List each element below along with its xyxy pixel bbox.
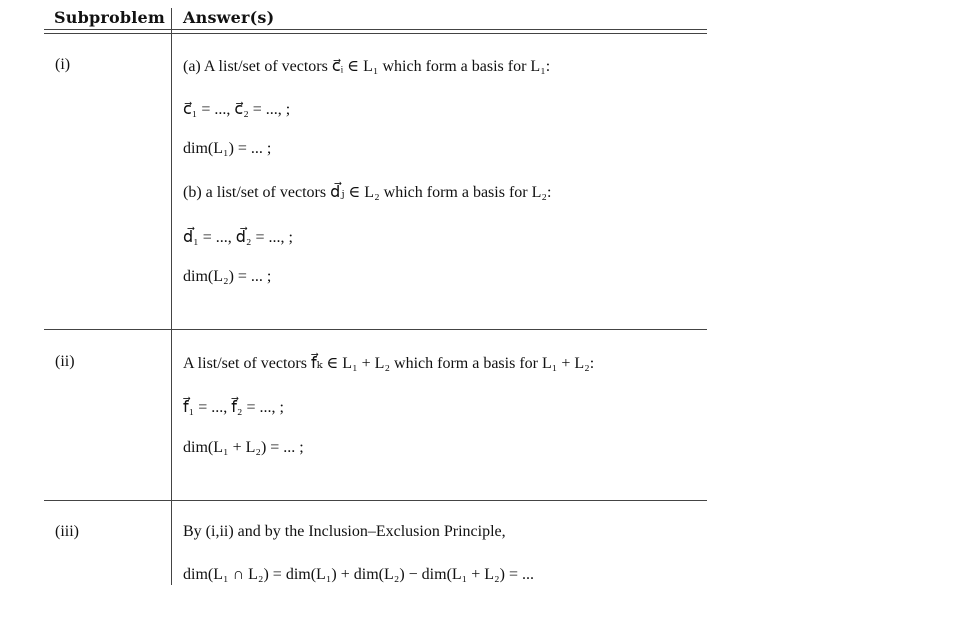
row-iii-line-1: By (i,ii) and by the Inclusion–Exclusion Principle, bbox=[183, 523, 506, 540]
row-ii-line-2: f⃗₁ = ..., f⃗₂ = ..., ; bbox=[183, 399, 284, 416]
row-label-iii: (iii) bbox=[55, 523, 79, 540]
row-i-line-3: dim(L₁) = ... ; bbox=[183, 140, 272, 157]
row-ii-line-3: dim(L₁ + L₂) = ... ; bbox=[183, 439, 304, 456]
header-rule-top bbox=[44, 29, 707, 30]
header-rule-bottom bbox=[44, 33, 707, 34]
row-iii-line-2: dim(L₁ ∩ L₂) = dim(L₁) + dim(L₂) − dim(L₁ + L₂) = ... bbox=[183, 566, 534, 583]
column-divider bbox=[171, 8, 172, 585]
row-i-line-1: (a) A list/set of vectors c⃗ᵢ ∈ L₁ which form a basis for L₁: bbox=[183, 58, 551, 75]
row-divider-2 bbox=[44, 500, 707, 501]
row-i-line-6: dim(L₂) = ... ; bbox=[183, 268, 272, 285]
header-answers: Answer(s) bbox=[183, 8, 275, 27]
row-label-i: (i) bbox=[55, 56, 71, 73]
row-divider-1 bbox=[44, 329, 707, 330]
row-i-line-5: d⃗₁ = ..., d⃗₂ = ..., ; bbox=[183, 229, 293, 246]
row-label-ii: (ii) bbox=[55, 353, 75, 370]
header-subproblem: Subproblem bbox=[54, 8, 166, 27]
row-ii-line-1: A list/set of vectors f⃗ₖ ∈ L₁ + L₂ which form a basis for L₁ + L₂: bbox=[183, 355, 595, 372]
row-i-line-2: c⃗₁ = ..., c⃗₂ = ..., ; bbox=[183, 101, 291, 118]
row-i-line-4: (b) a list/set of vectors d⃗ⱼ ∈ L₂ which form a basis for L₂: bbox=[183, 184, 552, 201]
